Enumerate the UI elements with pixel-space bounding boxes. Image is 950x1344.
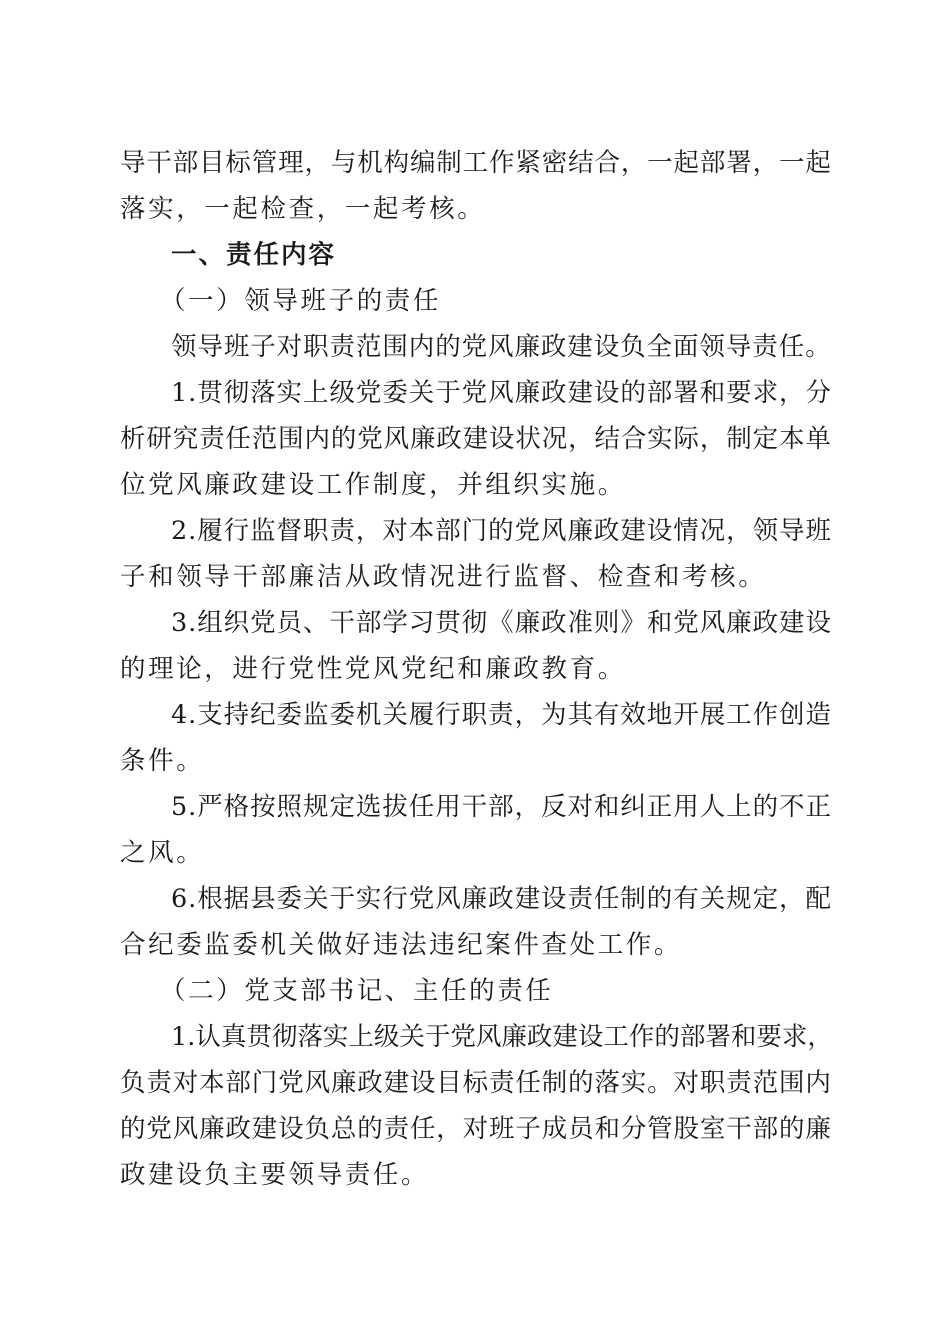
list-item-line: 2.履行监督职责，对本部门的党风廉政建设情况，领导班 <box>171 516 832 546</box>
section-heading: 一、责任内容 <box>171 240 337 270</box>
list-item-line: 之风。 <box>120 838 205 868</box>
list-item-line: 1.贯彻落实上级党委关于党风廉政建设的部署和要求，分 <box>171 378 832 408</box>
list-item-line: 析研究责任范围内的党风廉政建设状况，结合实际，制定本单 <box>120 424 832 454</box>
document-body <box>120 140 832 1198</box>
list-item-line: 条件。 <box>120 746 205 776</box>
paragraph-line: 导干部目标管理，与机构编制工作紧密结合，一起部署，一起 <box>120 148 832 178</box>
subsection-heading: （二）党支部书记、主任的责任 <box>160 976 554 1006</box>
list-item-line: 6.根据县委关于实行党风廉政建设责任制的有关规定，配 <box>171 884 832 914</box>
list-item-line: 位党风廉政建设工作制度，并组织实施。 <box>120 470 626 500</box>
list-item-line: 合纪委监委机关做好违法违纪案件查处工作。 <box>120 930 683 960</box>
list-item-line: 3.组织党员、干部学习贯彻《廉政准则》和党风廉政建设 <box>171 608 832 638</box>
list-item-line: 的理论，进行党性党风党纪和廉政教育。 <box>120 654 626 684</box>
list-item-line: 5.严格按照规定选拔任用干部，反对和纠正用人上的不正 <box>171 792 832 822</box>
list-item-line: 1.认真贯彻落实上级关于党风廉政建设工作的部署和要求， <box>171 1022 833 1052</box>
list-item-line: 4.支持纪委监委机关履行职责，为其有效地开展工作创造 <box>171 700 832 730</box>
list-item-line: 负责对本部门党风廉政建设目标责任制的落实。对职责范围内 <box>120 1068 832 1098</box>
paragraph-line: 落实，一起检查，一起考核。 <box>120 194 486 224</box>
list-item-line: 的党风廉政建设负总的责任，对班子成员和分管股室干部的廉 <box>120 1114 832 1144</box>
list-item-line: 政建设负主要领导责任。 <box>120 1160 430 1190</box>
list-item-line: 子和领导干部廉洁从政情况进行监督、检查和考核。 <box>120 562 767 592</box>
paragraph-line: 领导班子对职责范围内的党风廉政建设负全面领导责任。 <box>171 332 832 362</box>
subsection-heading: （一）领导班子的责任 <box>160 286 442 316</box>
